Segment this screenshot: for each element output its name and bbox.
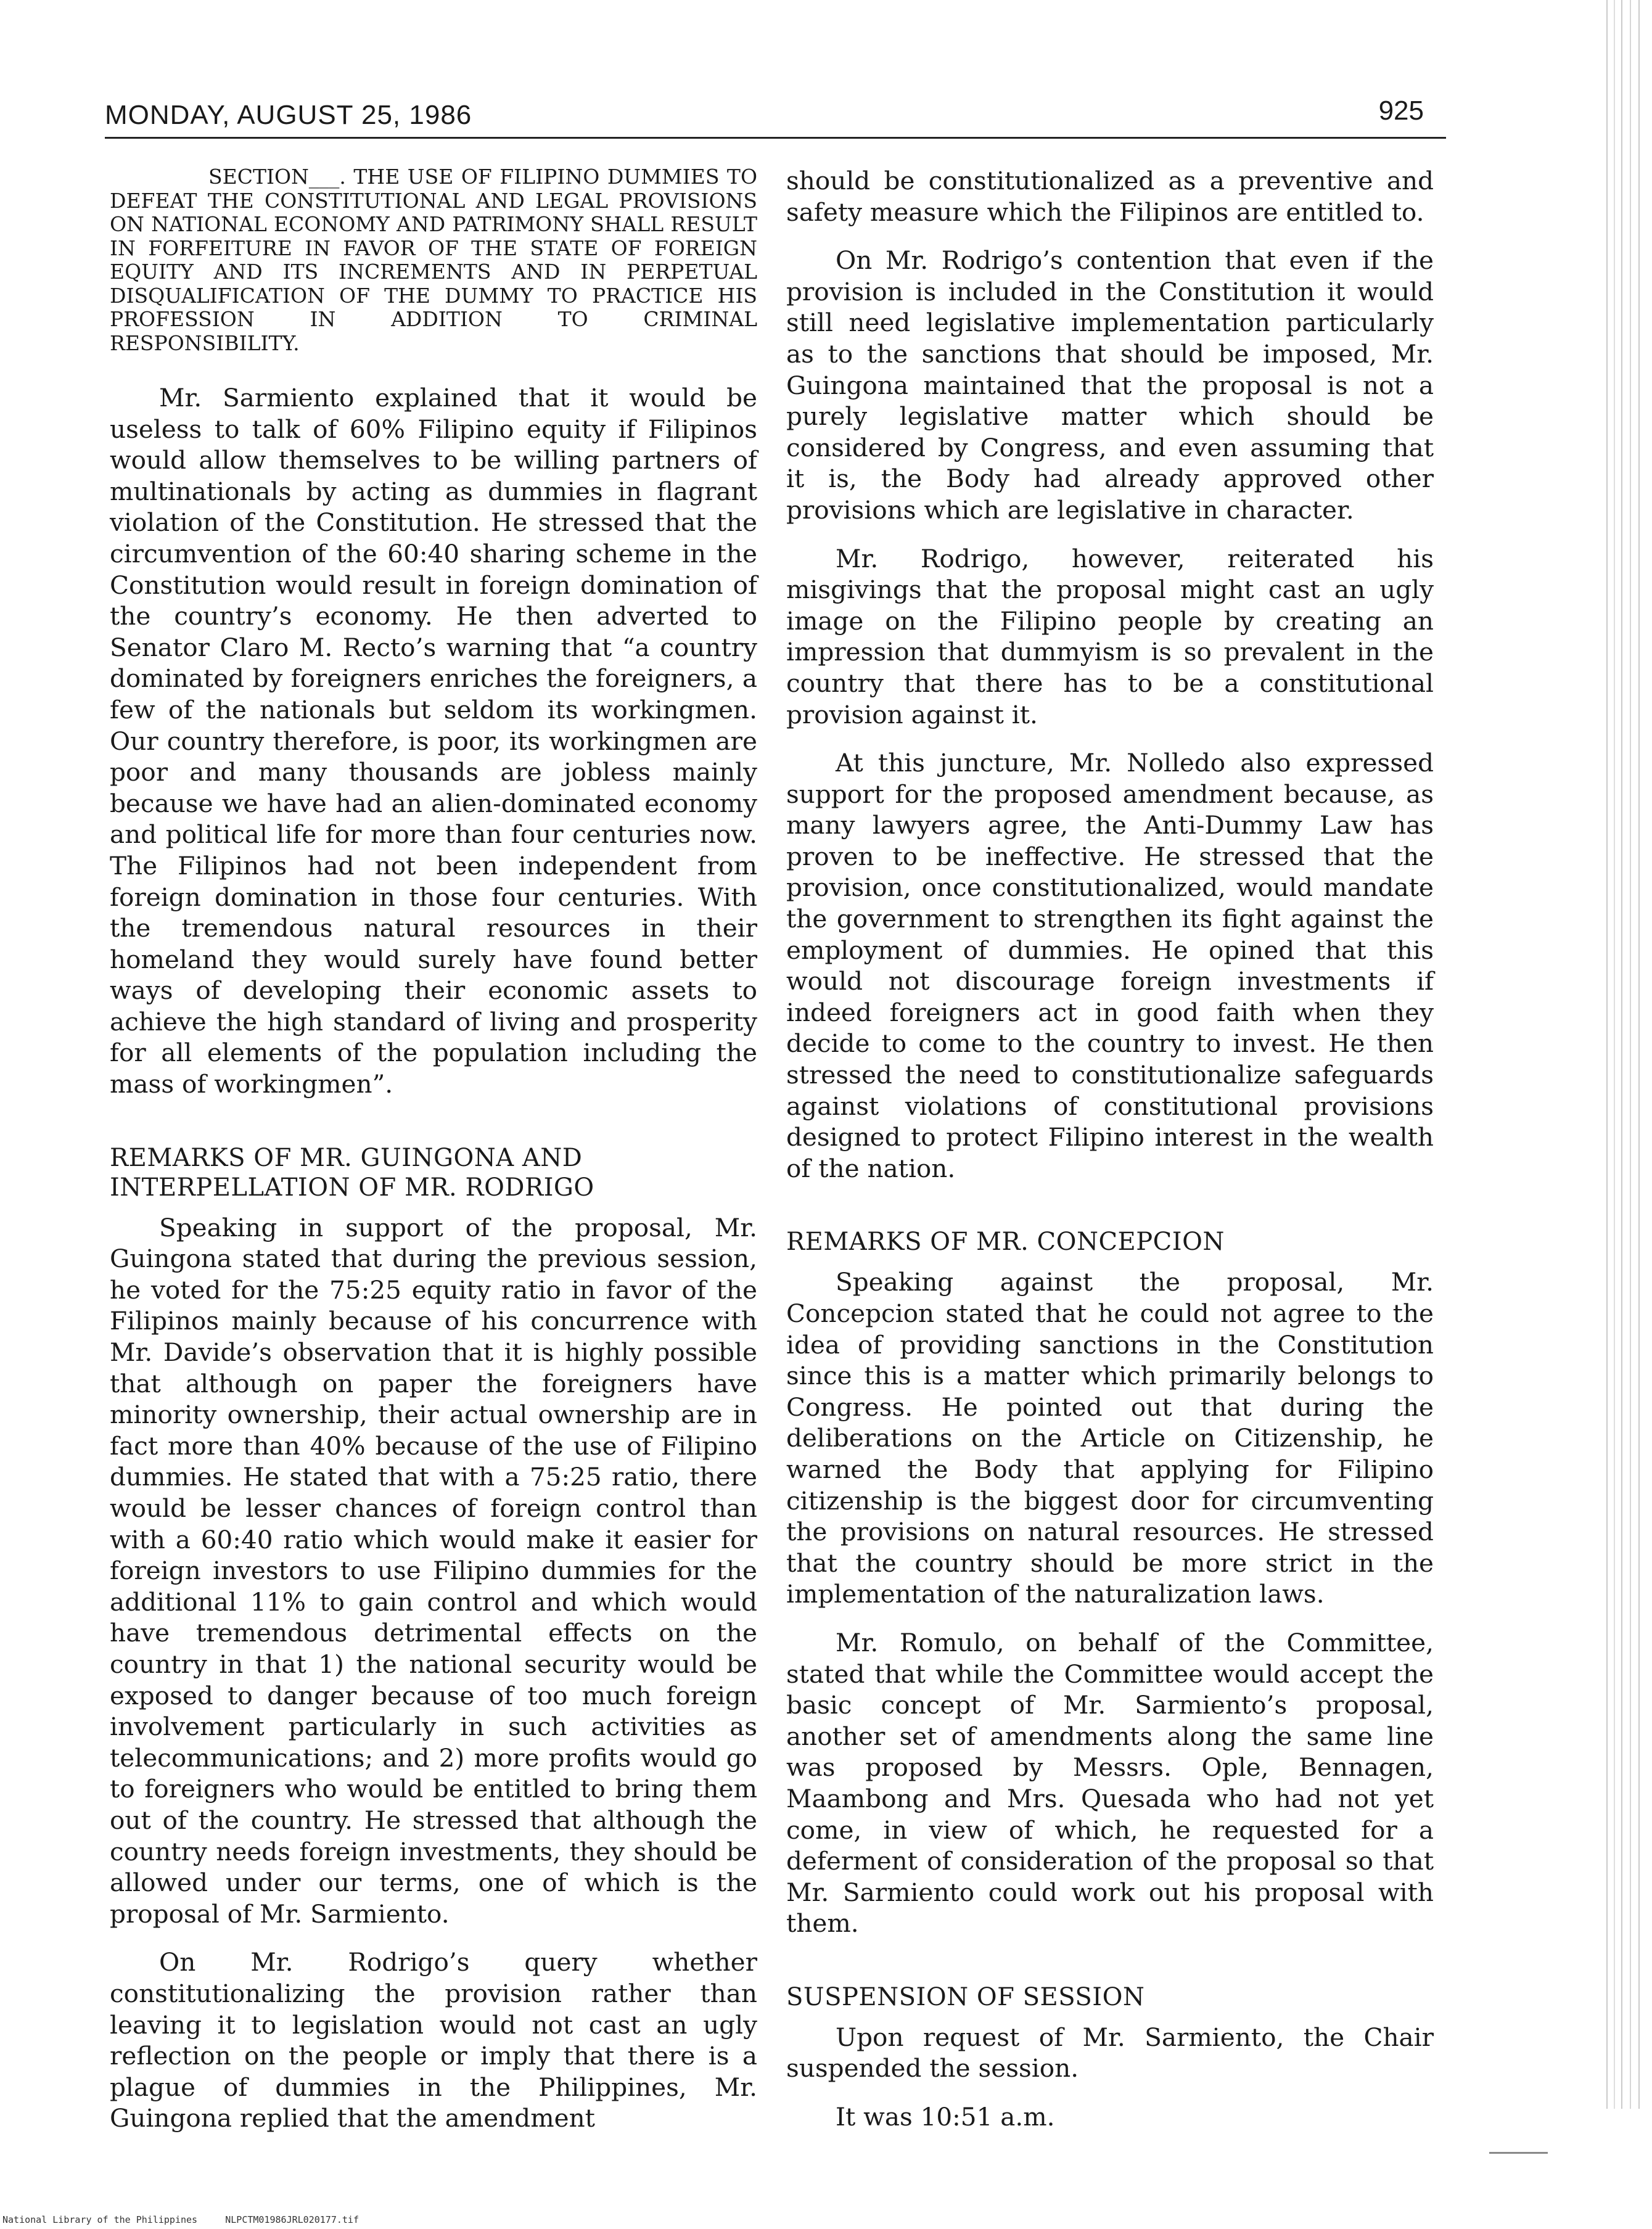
heading-suspension: SUSPENSION OF SESSION xyxy=(786,1982,1145,2011)
scan-margin-artifacts xyxy=(1603,0,1652,2109)
paragraph-romulo: Mr. Romulo, on behalf of the Committee, stated that while the Committee would accept the basic concept of Mr. Sarmiento’s proposal, another set of amendments along the same line was proposed by Messrs. Ople, Bennagen, Maambong and Mrs. Quesada who had not yet come, in view of which, he requested for a deferment of consideration of the proposal so that Mr. Sarmiento could work out his proposal with them. xyxy=(786,1627,1434,1939)
heading-concepcion-remarks: REMARKS OF MR. CONCEPCION xyxy=(786,1228,1225,1257)
paragraph-rodrigo-contention: On Mr. Rodrigo’s contention that even if the provision is included in the Constitution it would still need legislative implementation particularly as to the sanctions that should be imposed, Mr. Guingona maintained that the proposal is not a purely legislative matter which should be considered by Congress, and even assuming that it is, the Body had already approved other provisions which are legislative in character. xyxy=(786,245,1434,525)
page-date: MONDAY, AUGUST 25, 1986 xyxy=(105,100,472,130)
paragraph-sarmiento: Mr. Sarmiento explained that it would be useless to talk of 60% Filipino equity if Filipinos would allow themselves to be willing partners of multinationals by acting as dummies in flagrant violation of the Constitution. He stressed that the circumvention of the 60:40 sharing scheme in the Constitution would result in foreign domination of the country’s economy. He then adverted to Senator Claro M. Recto’s warning that “a country dominated by foreigners enriches the foreigners, a few of the nationals but seldom its workingmen. Our country therefore, is poor, its workingmen are poor and many thousands are jobless mainly because we have had an alien-dominated economy and political life for more than four centuries now. The Filipinos had not been independent from foreign domination in those four centuries. With the tremendous natural resources in their homeland they would surely have found better ways of developing their economic assets to achieve the high standard of living and prosperity for all elements of the population including the mass of workingmen”. xyxy=(110,383,757,1099)
paragraph-nolledo: At this juncture, Mr. Nolledo also expressed support for the proposed amendment because, as many lawyers agree, the Anti-Dummy Law has proven to be ineffective. He stressed that the provision, once constitutionalized, would mandate the government to strengthen its fight against the employment of dummies. He opined that this would not discourage foreign investments if indeed foreigners act in good faith when they decide to come to the country to invest. He then stressed the need to constitutionalize safeguards against violations of constitutional provisions designed to protect Filipino interest in the wealth of the nation. xyxy=(786,748,1434,1183)
paragraph-guingona: Speaking in support of the proposal, Mr. Guingona stated that during the previous session, he voted for the 75:25 equity ratio in favor of the Filipinos mainly because of his concurrence with Mr. Davide’s observation that it is highly possible that although on paper the foreigners have minority ownership, their actual ownership are in fact more than 40% because of the use of Filipino dummies. He stated that with a 75:25 ratio, there would be lesser chances of foreign control than with a 60:40 ratio which would make it easier for foreign investors to use Filipino dummies for the additional 11% to gain control and which would have tremendous detrimental effects on the country in that 1) the national security would be exposed to danger because of too much foreign involvement particularly in such activities as telecommunications; and 2) more profits would go to foreigners who would be entitled to bring them out of the country. He stressed that although the country needs foreign investments, they should be allowed under our terms, one of which is the proposal of Mr. Sarmiento. xyxy=(110,1212,757,1929)
paragraph-rodrigo-misgivings: Mr. Rodrigo, however, reiterated his misgivings that the proposal might cast an ugly image on the Filipino people by creating an impression that dummyism is so prevalent in the country that there has to be a constitutional provision against it. xyxy=(786,543,1434,729)
archive-stamp: National Library of the Philippines NLPCTM01986JRL020177.tif xyxy=(2,2214,359,2225)
paragraph-suspension: Upon request of Mr. Sarmiento, the Chair suspended the session. xyxy=(786,2022,1434,2083)
header-rule xyxy=(105,137,1446,139)
right-column xyxy=(786,165,1434,2150)
page-number: 925 xyxy=(1378,96,1424,126)
heading-guingona-remarks: REMARKS OF MR. GUINGONA AND INTERPELLATION OF MR. RODRIGO xyxy=(110,1143,594,1202)
paragraph-time: It was 10:51 a.m. xyxy=(836,2102,1055,2132)
footer-rule xyxy=(1489,2152,1548,2154)
paragraph-continued: should be constitutionalized as a preventive and safety measure which the Filipinos are entitled to. xyxy=(786,166,1434,227)
proposed-section-text: SECTION___. THE USE OF FILIPINO DUMMIES TO DEFEAT THE CONSTITUTIONAL AND LEGAL PROVISIONS ON NATIONAL ECONOMY AND PATRIMONY SHALL RESULT IN FORFEITURE IN FAVOR OF THE STATE OF FOREIGN EQUITY AND ITS INCREMENTS AND IN PERPETUAL DISQUALIFICATION OF THE DUMMY TO PRACTICE HIS PROFESSION IN ADDITION TO CRIMINAL RESPONSIBILITY. xyxy=(110,165,757,355)
paragraph-concepcion: Speaking against the proposal, Mr. Concepcion stated that he could not agree to the idea of providing sanctions in the Constitution since this is a matter which primarily belongs to Congress. He pointed out that during the deliberations on the Article on Citizenship, he warned the Body that applying for Filipino citizenship is the biggest door for circumventing the provisions on natural resources. He stressed that the country should be more strict in the implementation of the naturalization laws. xyxy=(786,1267,1434,1609)
paragraph-rodrigo-query: On Mr. Rodrigo’s query whether constitutionalizing the provision rather than leaving it to legislation would not cast an ugly reflection on the people or imply that there is a plague of dummies in the Philippines, Mr. Guingona replied that the amendment xyxy=(110,1947,757,2133)
left-column xyxy=(110,165,757,2151)
